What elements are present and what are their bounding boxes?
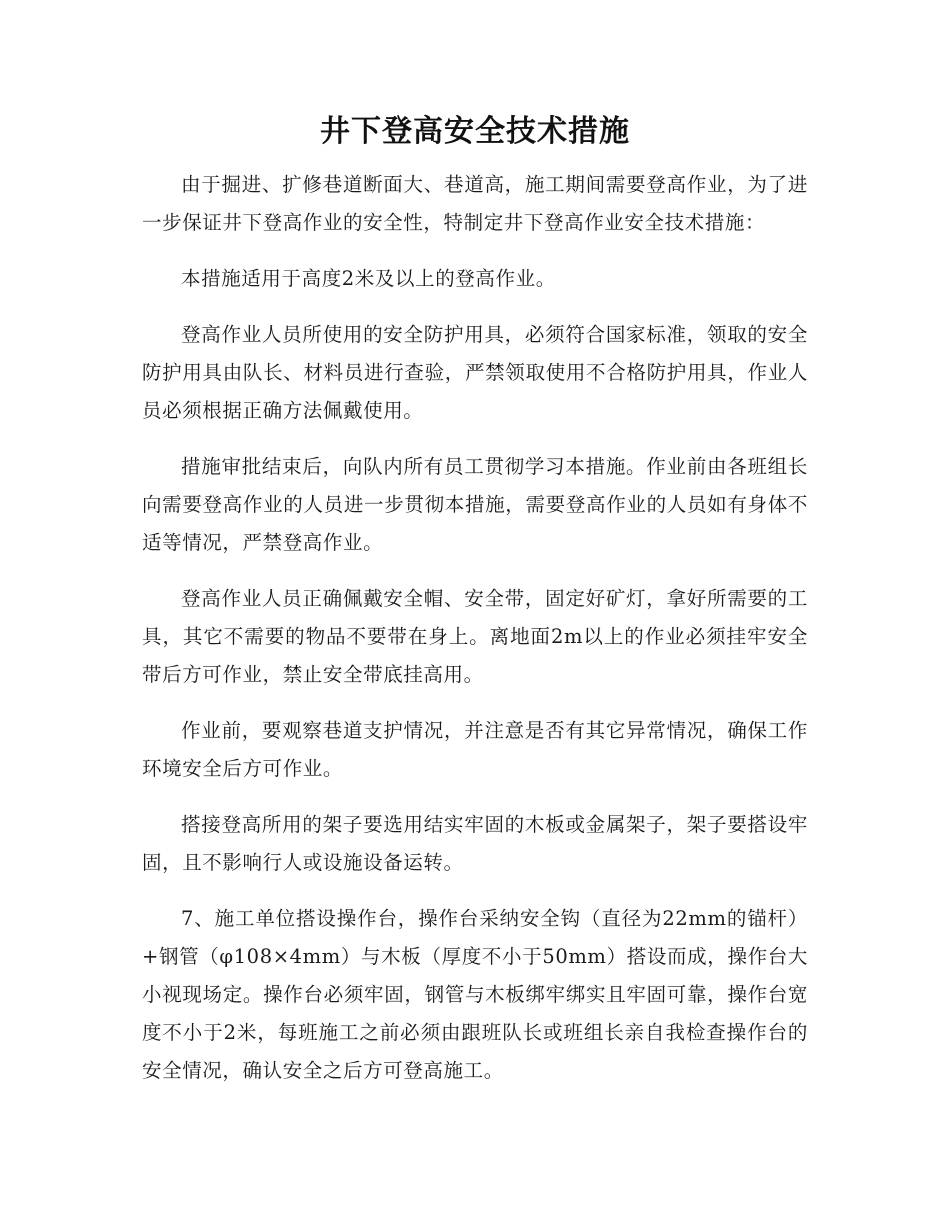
document-title: 井下登高安全技术措施 <box>320 114 630 149</box>
document-body <box>142 166 808 1108</box>
paragraph-scaffold: 搭接登高所用的架子要选用结实牢固的木板或金属架子，架子要搭设牢固，且不影响行人或设施设备运转。 <box>142 813 808 874</box>
paragraph-intro: 由于掘进、扩修巷道断面大、巷道高，施工期间需要登高作业，为了进一步保证井下登高作业的安全性，特制定井下登高作业安全技术措施： <box>142 173 808 234</box>
paragraph-equipment: 登高作业人员正确佩戴安全帽、安全带，固定好矿灯，拿好所需要的工具，其它不需要的物品不要带在身上。离地面2m以上的作业必须挂牢安全带后方可作业，禁止安全带底挂高用。 <box>142 587 808 686</box>
paragraph-protective-gear: 登高作业人员所使用的安全防护用具，必须符合国家标准，领取的安全防护用具由队长、材料员进行查验，严禁领取使用不合格防护用具，作业人员必须根据正确方法佩戴使用。 <box>142 323 808 422</box>
paragraph-training: 措施审批结束后，向队内所有员工贯彻学习本措施。作业前由各班组长向需要登高作业的人员进一步贯彻本措施，需要登高作业的人员如有身体不适等情况，严禁登高作业。 <box>142 455 808 554</box>
paragraph-scope: 本措施适用于高度2米及以上的登高作业。 <box>181 267 556 290</box>
paragraph-platform: 7、施工单位搭设操作台，操作台采纳安全钩（直径为22mm的锚杆）+钢管（φ108×4mm）与木板（厚度不小于50mm）搭设而成，操作台大小视现场定。操作台必须牢固，钢管与木板绑牢绑实且牢固可靠，操作台宽度不小于2米，每班施工之前必须由跟班队长或班组长亲自我检查操作台的安全情况，确认安全之后方可登高施工。 <box>142 907 808 1082</box>
paragraph-inspection: 作业前，要观察巷道支护情况，并注意是否有其它异常情况，确保工作环境安全后方可作业。 <box>142 719 808 780</box>
